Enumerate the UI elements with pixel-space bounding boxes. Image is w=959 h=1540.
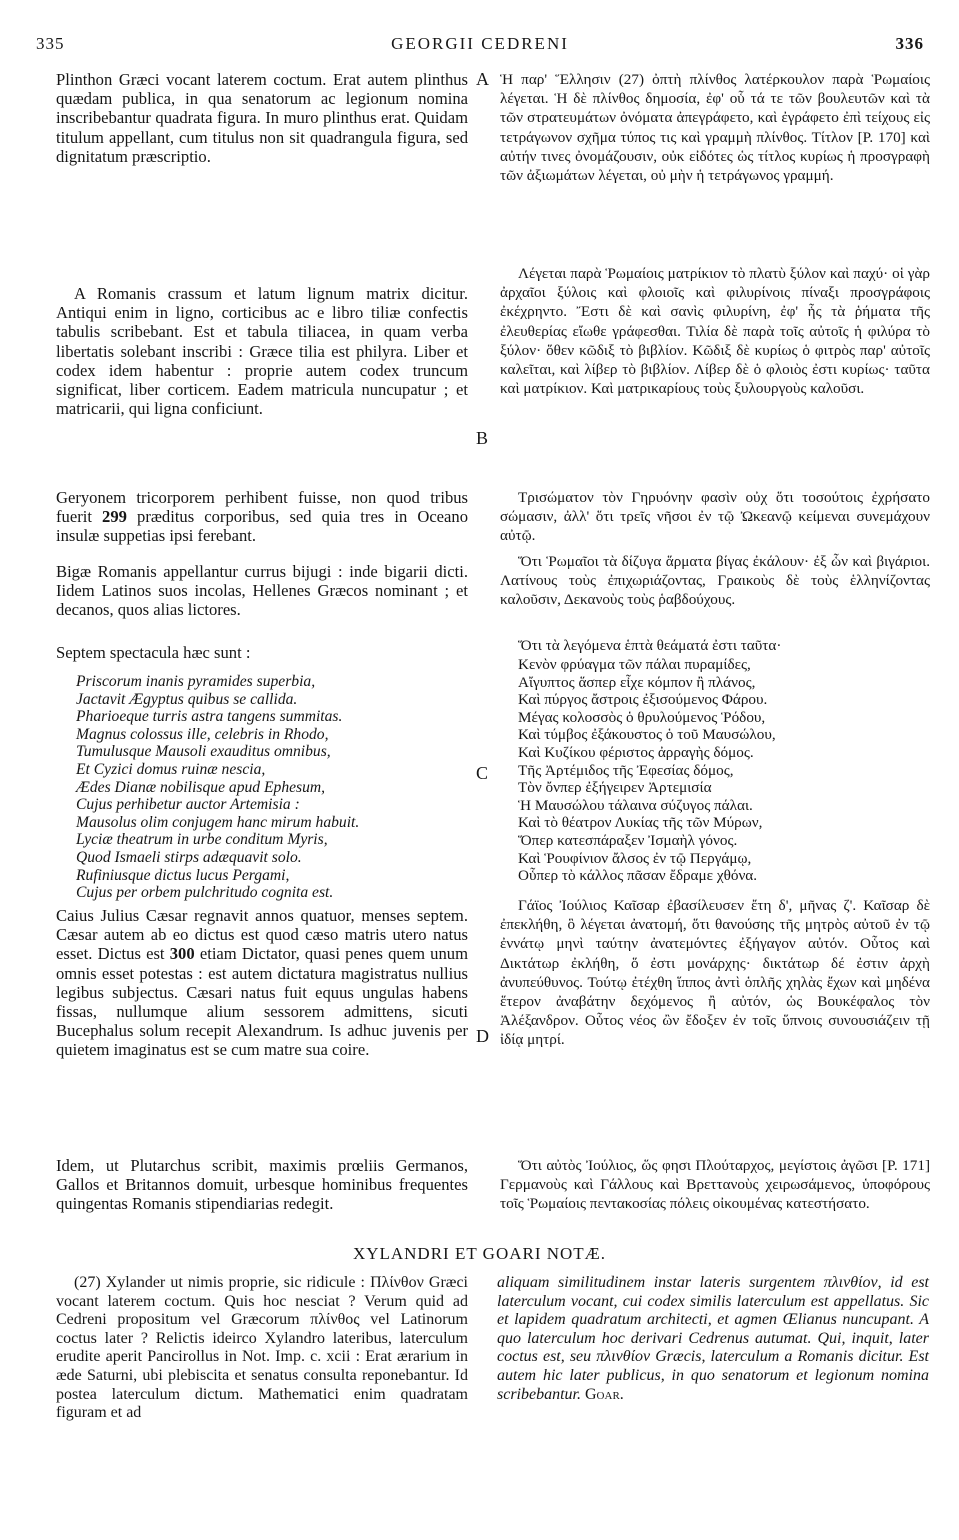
verse-line: Οὗπερ τὸ κάλλος πᾶσαν ἔδραμε χθόνα. <box>518 867 758 885</box>
verse-line: Καὶ τὸ θέατρον Λυκίας τῆς τῶν Μύρων, <box>518 814 763 832</box>
verse-line: Pharioeque turris astra tangens summitas. <box>76 708 343 726</box>
verse-line: Cujus per orbem pulchritudo cognita est. <box>76 884 334 902</box>
verse-line: Καὶ τύμβος ἐξάκουστος ὁ τοῦ Μαυσώλου, <box>518 726 776 744</box>
verse-line: Cujus perhibetur auctor Artemisia : <box>76 796 300 814</box>
latin-paragraph-geryon <box>56 488 468 546</box>
latin-text: Septem spectacula hæc sunt : <box>56 643 251 662</box>
notes-left-column <box>56 1274 468 1423</box>
greek-verse <box>518 656 930 885</box>
verse-line: Jactavit Ægyptus quibus se callida. <box>76 690 298 708</box>
marginal-number: 300 <box>169 944 195 964</box>
latin-paragraph-plinthus <box>56 70 468 166</box>
verse-line: Καὶ Κυζίκου φέριστος ἀρραγὴς δόμος. <box>518 743 754 761</box>
note-text: (27) Xylander ut nimis proprie, sic ridicule : Πλίνθον Græci vocant laterem coctum. Quis hoc nesciat ? Verum quid ad Cedreni propositum vel Græcorum πλίνθος vel Latinorum coctus later ? Relictis ideirco Xylandro lateribus, laterculum erudite aperit Pancirollus in Not. Imp. c. xcii : Erat ærarium in æde Saturni, ubi plebiscita et senatus consulta reponebantur. Id postea laterculum dictum. Mathematici enim quadratam figuram et ad <box>56 1274 468 1422</box>
greek-paragraph-bigai <box>500 552 930 610</box>
verse-line: Et Cyzici domus ruinæ nescia, <box>76 760 266 778</box>
greek-text: Τρισώματον τὸν Γηρυόνην φασὶν οὐχ ὅτι τοσούτοις ἐχρήσατο σώμασιν, ἀλλ' ὅτι τρεῖς νῆσοι ἐν τῷ Ὠκεανῷ κείμεναι συνεμάχουν αὐτῷ. <box>500 489 930 545</box>
verse-line: Priscorum inanis pyramides superbia, <box>76 673 316 690</box>
greek-paragraph-matrikion <box>500 264 930 398</box>
verse-line: Καὶ πύργος ἄστροις ἐξισούμενος Φάρου. <box>518 691 768 709</box>
greek-text: Ὅτι Ῥωμαῖοι τὰ δίζυγα ἅρματα βίγας ἐκάλουν· ἐξ ὧν καὶ βιγάριοι. Λατίνους τοὺς ἐπιχωριάζοντας, Γραικοὺς δὲ τοὺς ἑλληνίζοντας καλοῦσιν, Δεκανοὺς τοὺς ῥαβδούχους. <box>500 553 930 609</box>
verse-line: Quod Ismaeli stirps adæquavit solo. <box>76 848 302 866</box>
latin-paragraph-bigae <box>56 562 468 620</box>
latin-paragraph-matrix <box>56 284 468 418</box>
running-title: GEORGII CEDRENI <box>391 34 569 53</box>
greek-text: Ἡ παρ' Ἕλλησιν (27) ὀπτὴ πλίνθος λατέρκουλον παρὰ Ῥωμαίοις λέγεται. Ἡ δὲ πλίνθος δημοσία, ἐφ' οὗ τά τε τῶν βουλευτῶν καὶ τὰ τῶν στρατευμάτων ὀνόματα ἀπεγράφετο, καὶ ἐγράφετο ἐπὶ τείχους εἰς τετράγωνον σχῆμα τύπος τις καὶ γραμμὴ πλίνθος. Τίτλον [P. 170] καὶ αὐτήν τινες ὀνομάζουσιν, οὐκ εἰδότες ὡς τίτλος κυρίως ἡ προσγραφὴ τῶν ἀξιωμάτων λέγεται, οὐ μὴν ἡ τετράγωνος γραμμή. <box>500 71 930 185</box>
section-marker-b: B <box>476 428 489 448</box>
latin-text: Geryonem tricorporem perhibent fuisse, non quod tribus fuerit 299 præditus corporibus, sed quia tres in Oceano insulæ suppetias ipsi ferebant. <box>56 488 469 546</box>
latin-verse <box>76 673 468 902</box>
verse-line: Ὅπερ κατεσπάραξεν Ἰσμαὴλ γόνος. <box>518 831 738 849</box>
verse-line: Mausolus olim conjugem hanc mirum habuit. <box>76 813 360 831</box>
verse-line: Ἡ Μαυσώλου τάλαινα σύζυγος πάλαι. <box>518 796 753 814</box>
greek-column <box>500 70 930 1240</box>
greek-paragraph-plinthos <box>500 70 930 185</box>
greek-text: Ὅτι αὐτὸς Ἰούλιος, ὥς φησι Πλούταρχος, μεγίστοις ἀγῶσι [P. 171] Γερμανοὺς καὶ Γάλλους καὶ Βρεττανοὺς χειρωσάμενος, ὑποφόρους τοῖς Ῥωμαίοις πεντακοσίας πόλεις οἰκουμένας κατεστήσατο. <box>500 1157 930 1213</box>
section-marker-a: A <box>476 69 489 89</box>
marginal-number: 299 <box>102 507 127 527</box>
verse-line: Τῆς Ἀρτέμιδος τῆς Ἐφεσίας δόμος, <box>518 761 734 779</box>
verse-line: Ædes Dianæ nobilisque apud Ephesum, <box>76 778 326 796</box>
verse-line: Magnus colossus ille, celebris in Rhodo, <box>76 725 329 743</box>
section-marker-d: D <box>476 1026 489 1046</box>
greek-paragraph-theamata <box>500 636 930 655</box>
latin-paragraph-caesar <box>56 906 468 1060</box>
latin-text: Bigæ Romanis appellantur currus bijugi : inde bigarii dicti. Iidem Latinos suos incolas, Hellenes Græcos nominant ; et decanos, quos alias lictores. <box>56 562 468 620</box>
greek-text: Γάϊος Ἰούλιος Καῖσαρ ἐβασίλευσεν ἔτη δ', μῆνας ζ'. Καῖσαρ δὲ ἐπεκλήθη, ὃ λέγεται ἀνατομή, ὅτι θανούσης τῆς μητρὸς αὐτοῦ ἐν τῷ ἐννάτῳ μηνὶ ταύτην ἀνατεμόντες ἐξήγαγον αὐτόν. Οὗτος καὶ Δικτάτωρ ἐκλήθη, ὅ ἐστι μονάρχης· δικτάτωρ δέ ἐστιν ἀρχὴ ἀνυπεύθυνος. Τούτῳ ἐτέχθη ἵππος ἀντὶ ὁπλῆς χηλὰς ἔχων καὶ μηδένα ἕτερον ἀναβάτην δεχόμενος ἢ αὐτόν, ὡς Βουκέφαλος τὸν Ἀλέξανδρον. Οὗτος νέος ὢν ἔδοξεν ἐν τοῖς ὕπνοις συνουσιάζειν τῇ ἰδίᾳ μητρί. <box>500 897 930 1049</box>
latin-paragraph-plutarch <box>56 1156 468 1214</box>
verse-line: Rufiniusque dictus lucus Pergami, <box>76 866 290 884</box>
latin-paragraph-spectacula <box>56 643 468 662</box>
note-text: aliquam similitudinem instar lateris surgentem πλινθίον, id est laterculum vocant, cui codex similis laterculum est appellatus. Sic et lapidem quadratum architecti, et agmen Œlianus nuncupant. A quo laterculum hoc derivari Cedrenus autumat. Qui, inquit, later coctus est, seu πλινθίον Græcis, laterculum a Romanis dicitur. Est autem hic later publicus, in quo senatorum et legionum nomina scribebantur. Goar. <box>497 1274 929 1403</box>
greek-text: Ὅτι τὰ λεγόμενα ἑπτὰ θεάματά ἐστι ταῦτα· <box>518 637 782 654</box>
left-page-number: 335 <box>36 34 65 53</box>
verse-line: Τὸν ὄνπερ ἐξήγειρεν Ἀρτεμισία <box>518 779 712 797</box>
verse-line: Tumulusque Mausoli exauditus omnibus, <box>76 743 331 761</box>
section-marker-c: C <box>476 763 489 783</box>
notes-heading: XYLANDRI ET GOARI NOTÆ. <box>352 1244 607 1263</box>
notes-right-column <box>497 1274 929 1404</box>
verse-line: Αἴγυπτος ἅσπερ εἶχε κόμπον ἢ πλάνος, <box>518 673 756 691</box>
latin-text: Plinthon Græci vocant laterem coctum. Erat autem plinthus quædam publica, in qua senatorum ac legionum nomina inscribebantur quadrata figura. In muro plinthus erat. Quidam titulum appellant, cum titulus non sit quadrangula figura, sed dignitatum præscriptio. <box>56 70 468 166</box>
verse-line: Κενὸν φρύαγμα τῶν πάλαι πυραμίδες, <box>518 656 751 673</box>
greek-paragraph-ploutarchos <box>500 1156 930 1214</box>
latin-text: A Romanis crassum et latum lignum matrix dicitur. Antiqui enim in ligno, corticibus ac e libro tiliæ confectis tabulis scribebant. Est et tabula tiliacea, in quam verba libertatis solebant inscribi : Græce tilia est philyra. Liber et codex idem habentur : proprie autem codex truncum significat, liber corticem. Eadem matricula nuncupatur ; et matricarii, qui ligna conficiunt. <box>56 284 468 419</box>
greek-paragraph-kaisar <box>500 896 930 1050</box>
latin-column <box>56 70 468 1240</box>
note-signature: Goar. <box>585 1385 624 1403</box>
greek-text: Λέγεται παρὰ Ῥωμαίοις ματρίκιον τὸ πλατὺ ξύλον καὶ παχύ· οἱ γὰρ ἀρχαῖοι ξύλοις καὶ φλοιοῖς καὶ φιλυρίνοις πίναξι προσγράφοις ἐκέχρηντο. Ἔστι δὲ καὶ σανὶς φιλυρίνη, ἐφ' ἧς τὰ ῥήματα τῆς ἐλευθερίας εἴωθε γράφεσθαι. Τιλία δὲ παρὰ τοῖς αὐτοῖς ἡ φιλύρα τὸ ξύλον· ὅθεν κῶδιξ τὸ βιβλίον. Κῶδιξ δὲ κυρίως ὁ φιτρὸς παρ' αὐτοῖς καλεῖται, καὶ λίβερ τὸ βιβλίον. Λίβερ δὲ ὁ φλοιὸς ἐστι κυρίως· ταῦτα καὶ ματρίκιον. Καὶ ματρικαρίους τοὺς ξυλουργοὺς καλοῦσι. <box>500 265 930 398</box>
latin-text: Caius Julius Cæsar regnavit annos quatuor, menses septem. Cæsar autem ab eo dictus est quod cæso matris utero natus esset. Dictus est 300 etiam Dictator, quasi penes quem unum omnis esset potestas : est autem dictatura magistratus nullius legibus subjectus. Cæsari natus fuit equus ungulas habens fissas, nullumque alium sessorem admittens, sicuti Bucephalus solum recepit Alexandrum. Is adhuc juvenis per quietem imaginatus est se cum matre sua coire. <box>56 906 468 1060</box>
greek-paragraph-geryon <box>500 488 930 546</box>
running-header <box>36 34 924 58</box>
verse-line: Καὶ Ῥουφίνιον ἄλσος ἐν τῷ Περγάμῳ, <box>518 849 752 867</box>
right-page-number: 336 <box>895 34 924 53</box>
verse-line: Lyciæ theatrum in urbe conditum Myris, <box>76 831 328 849</box>
verse-line: Μέγας κολοσσὸς ὁ θρυλούμενος Ῥόδου, <box>518 708 766 726</box>
latin-text: Idem, ut Plutarchus scribit, maximis prœliis Germanos, Gallos et Britannos domuit, urbesque hominibus frequentes quingentas Romanis stipendiarias redegit. <box>56 1156 468 1214</box>
